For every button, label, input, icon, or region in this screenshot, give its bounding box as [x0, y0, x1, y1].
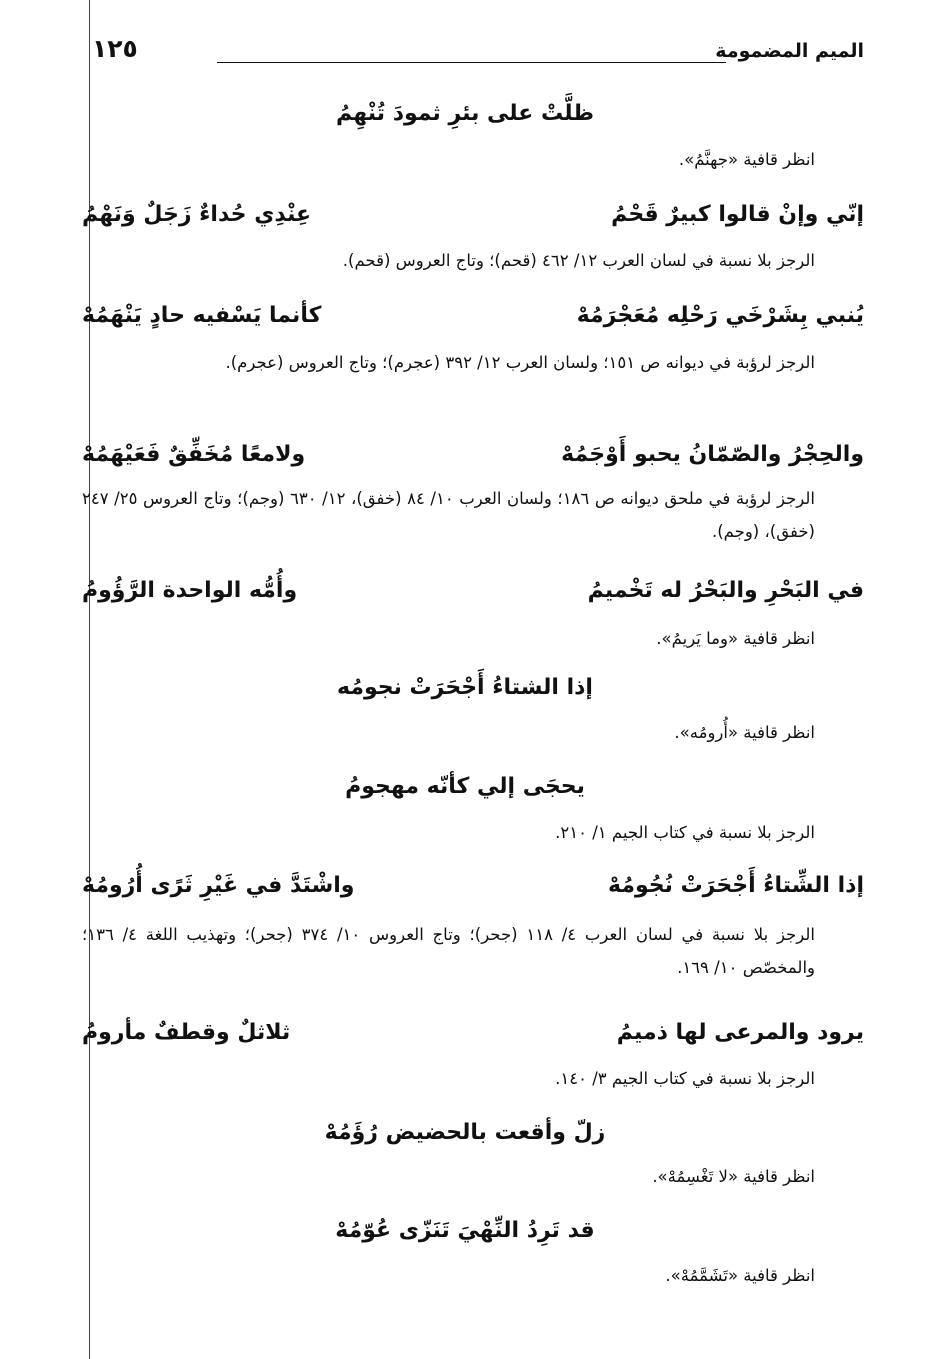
footnote: انظر قافية «تَشَمَّمُهْ».: [665, 1266, 815, 1285]
hemistich-second: وأُمُّه الواحدة الرَّؤُومُ: [82, 578, 298, 603]
verse-line: [82, 868, 864, 904]
verse-line: [82, 437, 864, 473]
hemistich-first: إنّي وإنْ قالوا كبيرٌ قَحْمُ: [611, 202, 864, 227]
header-rule: [217, 62, 726, 63]
hemistich-second: ثلاثلٌ وقطفٌ مأرومُ: [82, 1020, 291, 1045]
footnote: الرجز لرؤبة في ديوانه ص ١٥١؛ ولسان العرب ١٢/ ٣٩٢ (عجرم)؛ وتاج العروس (عجرم).: [225, 353, 815, 372]
footnote: الرجز بلا نسبة في كتاب الجيم ١/ ٢١٠.: [555, 823, 815, 842]
hemistich-first: والحِجْرُ والصّمّانُ يحبو أَوْجَمُهْ: [561, 442, 864, 467]
verse-line: [82, 1015, 864, 1051]
hemistich-first: إذا الشِّتاءُ أَجْحَرَتْ نُجُومُهْ: [608, 873, 864, 898]
page-number: ١٢٥: [92, 34, 138, 63]
verse-line: [82, 197, 864, 233]
footnote: الرجز بلا نسبة في كتاب الجيم ٣/ ١٤٠.: [555, 1069, 815, 1088]
hemistich-first: يرود والمرعى لها ذميمُ: [616, 1020, 864, 1045]
footnote: انظر قافية «وما يَريمُ».: [656, 629, 815, 648]
hemistich-first: في البَحْرِ والبَحْرُ له تَخْميمُ: [587, 578, 864, 603]
hemistich-second: ولامعًا مُخَفِّقٌ فَعَيْهَمُهْ: [82, 442, 306, 467]
section-title: الميم المضمومة: [715, 40, 864, 62]
footnote: الرجز بلا نسبة في لسان العرب ١٢/ ٤٦٢ (قحم)؛ وتاج العروس (قحم).: [342, 251, 815, 270]
page-header: [92, 34, 864, 74]
hemistich-second: كأنما يَسْفيه حادٍ يَنْهَمُهْ: [82, 303, 322, 328]
verse-line: ظلَّتْ على بئرِ ثمودَ تُنْهِمُ: [336, 101, 594, 126]
verse-line: [82, 298, 864, 334]
hemistich-second: عِنْدِي حُداءٌ زَجَلٌ وَنَهْمُ: [82, 202, 312, 227]
verse-line: [82, 573, 864, 609]
footnote: انظر قافية «أُرومُه».: [674, 723, 815, 742]
verse-line: يحجَى إلي كأنّه مهجومُ: [345, 774, 585, 799]
verse-line: زلّ وأقعت بالحضيض رُؤَمُهْ: [324, 1120, 606, 1145]
footnote: انظر قافية «لا تَغْسِمُهْ».: [652, 1167, 815, 1186]
footnote: الرجز لرؤبة في ملحق ديوانه ص ١٨٦؛ ولسان العرب ١٠/ ٨٤ (خفق)، ١٢/ ٦٣٠ (وجم)؛ وتاج العروس ٢٥/ ٢٤٧ (خفق)، (وجم).: [82, 489, 815, 541]
footnote: الرجز بلا نسبة في لسان العرب ٤/ ١١٨ (جحر)؛ وتاج العروس ١٠/ ٣٧٤ (جحر)؛ وتهذيب اللغة ٤/ ١٣٦؛ والمخصّص ١٠/ ١٦٩.: [82, 925, 815, 977]
footnote: انظر قافية «جهنَّمُ».: [678, 150, 815, 169]
hemistich-second: واشْتَدَّ في غَيْرِ ثَرًى أُرُومُهْ: [82, 873, 355, 898]
verse-line: إذا الشتاءُ أَجْحَرَتْ نجومُه: [337, 675, 593, 700]
verse-line: قد تَرِدُ النِّهْيَ تَنَزّى عُوّمُهْ: [335, 1218, 595, 1243]
hemistich-first: يُنبي بِشَرْخَي رَحْلِه مُعَجْرَمُهْ: [576, 303, 864, 328]
